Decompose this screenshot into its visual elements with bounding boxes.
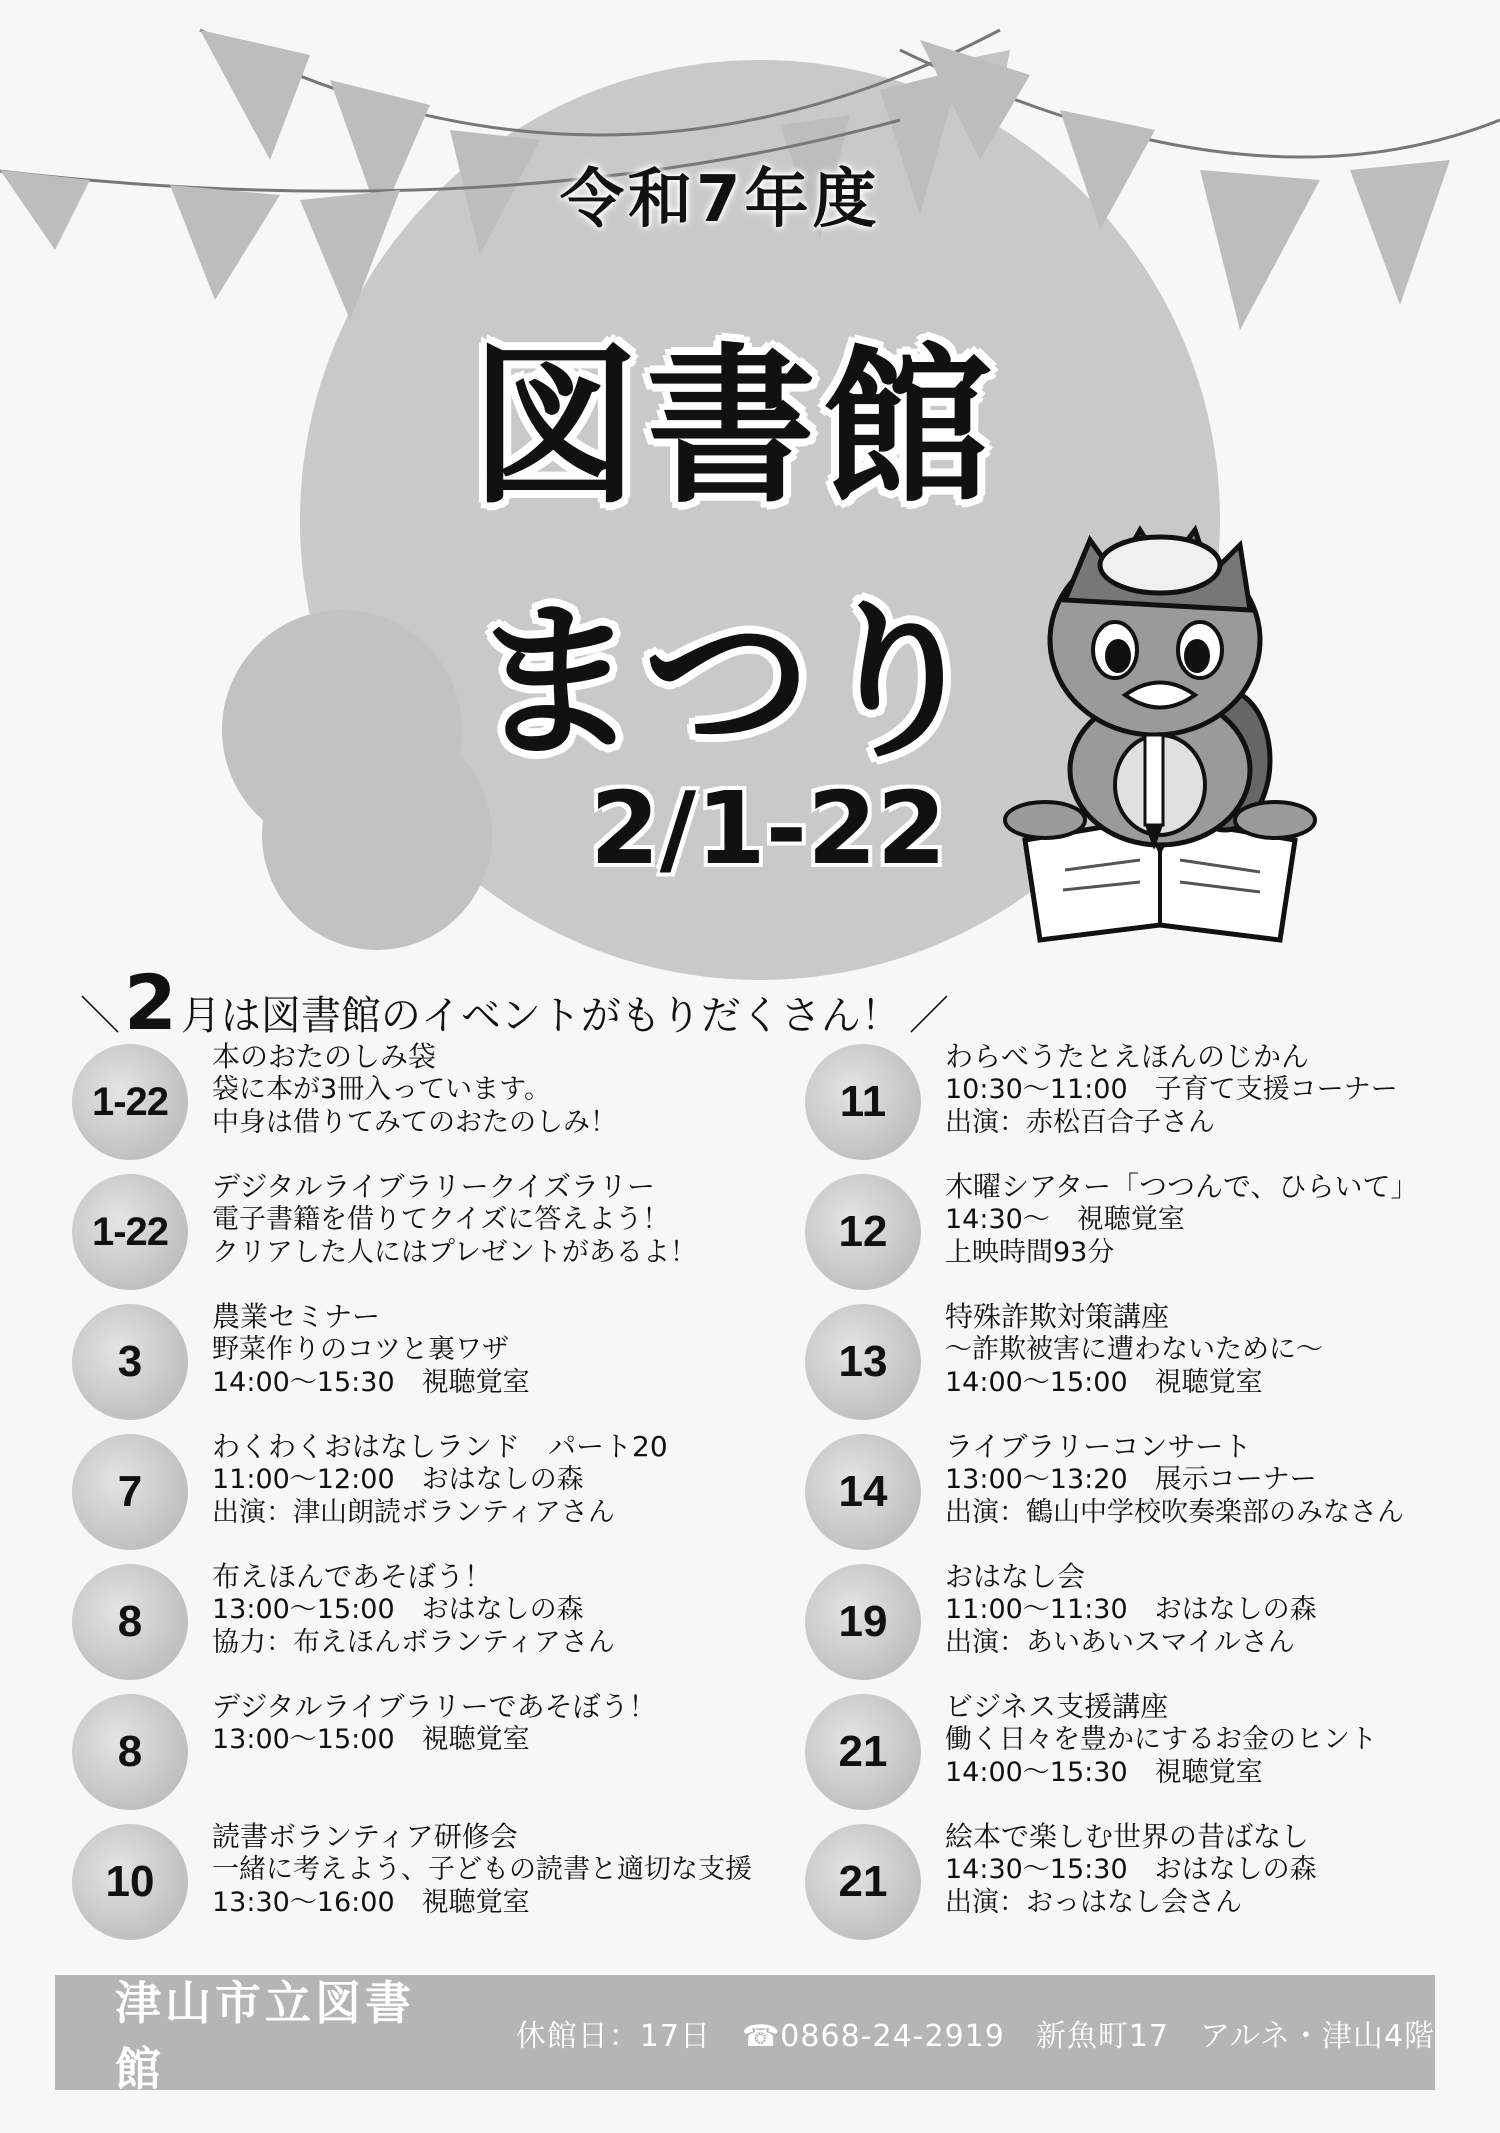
event-detail: ～詐欺被害に遭わないために～: [945, 1334, 1323, 1365]
subheading-month: 2: [124, 958, 177, 1047]
page-title-line2: まつり: [470, 584, 987, 782]
library-name: 津山市立図書館: [115, 1975, 415, 2096]
event-title: デジタルライブラリークイズラリー: [212, 1170, 655, 1203]
event-detail: 中身は借りてみてのおたのしみ！: [212, 1107, 617, 1138]
event-detail: 14:00～15:00 視聴覚室: [945, 1367, 1263, 1398]
list-item: [72, 1300, 732, 1430]
event-detail: 10:30～11:00 子育て支援コーナー: [945, 1074, 1398, 1105]
list-item: [805, 1170, 1465, 1300]
event-info: [945, 1170, 1418, 1269]
event-detail: 13:00～15:00 視聴覚室: [212, 1724, 530, 1755]
event-detail: 出演：おっはなし会さん: [945, 1887, 1242, 1918]
list-item: [805, 1300, 1465, 1430]
event-detail: 13:30～16:00 視聴覚室: [212, 1887, 530, 1918]
event-detail: 協力：布えほんボランティアさん: [212, 1627, 615, 1658]
date-badge: 19: [805, 1564, 921, 1680]
date-badge: 21: [805, 1694, 921, 1810]
event-info: [212, 1820, 752, 1919]
kappa-mascot-icon: [995, 520, 1335, 950]
date-badge: 21: [805, 1824, 921, 1940]
event-info: [212, 1560, 615, 1659]
event-detail: 上映時間93分: [945, 1237, 1115, 1268]
library-contact-info: 休館日：17日 ☎0868-24-2919 新魚町17 アルネ・津山4階: [515, 2018, 1435, 2054]
list-item: [72, 1820, 752, 1950]
event-detail: 11:00～12:00 おはなしの森: [212, 1464, 584, 1495]
event-detail: 出演：津山朗読ボランティアさん: [212, 1497, 615, 1528]
event-title: ビジネス支援講座: [945, 1690, 1169, 1723]
event-info: [212, 1300, 530, 1399]
event-info: [945, 1430, 1404, 1529]
date-badge: 10: [72, 1824, 188, 1940]
event-title: 特殊詐欺対策講座: [945, 1300, 1170, 1333]
event-info: [945, 1820, 1317, 1919]
event-title: 木曜シアター「つつんで、ひらいて」: [945, 1170, 1419, 1203]
footer-bar: [55, 1975, 1435, 2096]
list-item: [72, 1560, 732, 1690]
event-detail: 出演：赤松百合子さん: [945, 1107, 1215, 1138]
date-badge: 7: [72, 1434, 188, 1550]
event-info: [945, 1690, 1377, 1789]
date-badge: 3: [72, 1304, 188, 1420]
event-list-right: [805, 1040, 1465, 1950]
event-detail: 14:30～ 視聴覚室: [945, 1204, 1185, 1235]
event-detail: 13:00～13:20 展示コーナー: [945, 1464, 1317, 1495]
subheading: [80, 958, 949, 1047]
event-info: [212, 1430, 668, 1529]
event-title: わくわくおはなしランド パート20: [212, 1430, 668, 1463]
date-badge: 1-22: [72, 1044, 188, 1160]
event-title: 本のおたのしみ袋: [212, 1040, 437, 1073]
event-dates: 2/1-22: [590, 770, 947, 887]
event-title: おはなし会: [945, 1560, 1086, 1593]
list-item: [805, 1430, 1465, 1560]
event-info: [945, 1040, 1398, 1139]
event-detail: 働く日々を豊かにするお金のヒント: [945, 1724, 1377, 1755]
event-title: ライブラリーコンサート: [945, 1430, 1252, 1463]
date-badge: 14: [805, 1434, 921, 1550]
event-detail: 出演：鶴山中学校吹奏楽部のみなさん: [945, 1497, 1404, 1528]
list-item: [805, 1690, 1465, 1820]
event-info: [212, 1040, 617, 1139]
event-title: わらべうたとえほんのじかん: [945, 1040, 1310, 1073]
list-item: [72, 1170, 732, 1300]
event-detail: 野菜作りのコツと裏ワザ: [212, 1334, 509, 1365]
event-title: 布えほんであそぼう！: [212, 1560, 493, 1593]
event-info: [945, 1560, 1317, 1659]
event-info: [212, 1690, 657, 1756]
event-detail: 電子書籍を借りてクイズに答えよう！: [212, 1204, 670, 1235]
event-title: デジタルライブラリーであそぼう！: [212, 1690, 657, 1723]
event-detail: 一緒に考えよう、子どもの読書と適切な支援: [212, 1854, 752, 1885]
subheading-suffix: ／: [908, 993, 949, 1039]
event-detail: 袋に本が3冊入っています。: [212, 1074, 552, 1105]
event-list-left: [72, 1040, 752, 1950]
subheading-text: 月は図書館のイベントがもりだくさん！: [180, 993, 901, 1039]
event-detail: 14:00～15:30 視聴覚室: [945, 1757, 1263, 1788]
subheading-prefix: ＼: [80, 993, 120, 1039]
page-title-line1: 図書館: [470, 329, 999, 527]
list-item: [72, 1430, 732, 1560]
fiscal-year-label: 令和7年度: [560, 163, 881, 237]
event-detail: 11:00～11:30 おはなしの森: [945, 1594, 1317, 1625]
date-badge: 13: [805, 1304, 921, 1420]
event-detail: 13:00～15:00 おはなしの森: [212, 1594, 584, 1625]
event-detail: 14:30～15:30 おはなしの森: [945, 1854, 1317, 1885]
date-badge: 12: [805, 1174, 921, 1290]
event-info: [212, 1170, 697, 1269]
event-title: 読書ボランティア研修会: [212, 1820, 518, 1853]
event-detail: 出演：あいあいスマイルさん: [945, 1627, 1295, 1658]
event-info: [945, 1300, 1323, 1399]
date-badge: 8: [72, 1694, 188, 1810]
date-badge: 11: [805, 1044, 921, 1160]
event-detail: クリアした人にはプレゼントがあるよ！: [212, 1237, 697, 1268]
event-title: 農業セミナー: [212, 1300, 381, 1333]
list-item: [805, 1040, 1465, 1170]
list-item: [805, 1820, 1465, 1950]
list-item: [72, 1690, 732, 1820]
event-detail: 14:00～15:30 視聴覚室: [212, 1367, 530, 1398]
event-title: 絵本で楽しむ世界の昔ばなし: [945, 1820, 1310, 1853]
date-badge: 1-22: [72, 1174, 188, 1290]
list-item: [805, 1560, 1465, 1690]
date-badge: 8: [72, 1564, 188, 1680]
list-item: [72, 1040, 732, 1170]
background-small-circle: [262, 720, 492, 950]
